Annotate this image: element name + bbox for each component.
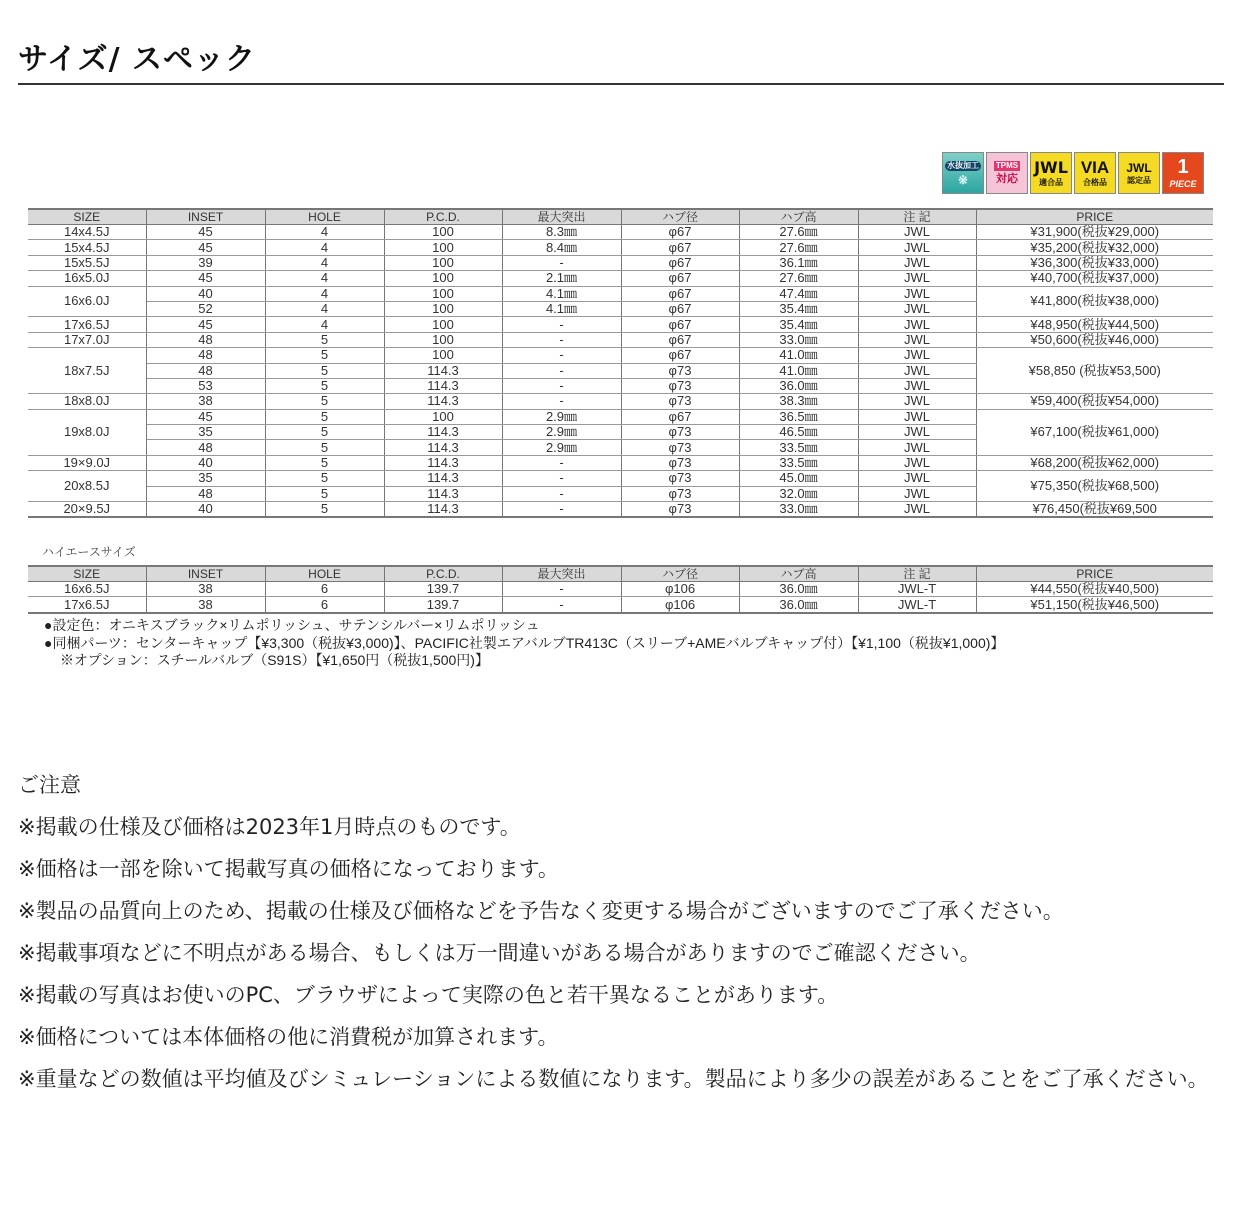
hole-cell: 5 <box>265 471 384 486</box>
price-cell: ¥41,800(税抜¥38,000) <box>976 286 1213 317</box>
hole-cell: 4 <box>265 225 384 240</box>
table-row <box>28 225 1213 240</box>
column-header: ハブ高 <box>739 209 858 225</box>
price-cell: ¥36,300(税抜¥33,000) <box>976 255 1213 270</box>
caution-section <box>18 764 1224 1100</box>
pcd-cell: 114.3 <box>384 378 502 393</box>
column-header: HOLE <box>265 209 384 225</box>
hub-height-cell: 33.5㎜ <box>739 455 858 470</box>
column-header: INSET <box>146 209 265 225</box>
hub-height-cell: 33.5㎜ <box>739 440 858 455</box>
price-cell: ¥68,200(税抜¥62,000) <box>976 455 1213 470</box>
hole-cell: 4 <box>265 317 384 332</box>
size-cell: 17x6.5J <box>28 597 146 613</box>
hub-height-cell: 32.0㎜ <box>739 486 858 501</box>
max-protrusion-cell: 2.9㎜ <box>502 409 621 424</box>
max-protrusion-cell: 2.9㎜ <box>502 425 621 440</box>
hub-height-cell: 46.5㎜ <box>739 425 858 440</box>
hole-cell: 6 <box>265 582 384 597</box>
pcd-cell: 100 <box>384 240 502 255</box>
hiace-size-label: ハイエースサイズ <box>42 545 136 559</box>
hub-height-cell: 36.0㎜ <box>739 378 858 393</box>
hub-diameter-cell: φ73 <box>621 363 739 378</box>
badge-text: 水抜加工 <box>947 160 979 170</box>
column-header: PRICE <box>976 209 1213 225</box>
badge-text: 対応 <box>996 173 1018 185</box>
inset-cell: 45 <box>146 409 265 424</box>
note-cell: JWL <box>858 271 976 286</box>
hub-diameter-cell: φ106 <box>621 597 739 613</box>
table-row <box>28 582 1213 597</box>
size-cell: 17x7.0J <box>28 332 146 347</box>
hole-cell: 5 <box>265 455 384 470</box>
price-cell: ¥59,400(税抜¥54,000) <box>976 394 1213 409</box>
size-cell: 14x4.5J <box>28 225 146 240</box>
max-protrusion-cell: - <box>502 486 621 501</box>
hole-cell: 5 <box>265 440 384 455</box>
price-cell: ¥75,350(税抜¥68,500) <box>976 471 1213 502</box>
hub-diameter-cell: φ67 <box>621 255 739 270</box>
hub-height-cell: 36.0㎜ <box>739 597 858 613</box>
note-cell: JWL <box>858 486 976 501</box>
pcd-cell: 100 <box>384 332 502 347</box>
hub-height-cell: 27.6㎜ <box>739 225 858 240</box>
badge-text: TPMS <box>995 161 1019 170</box>
inset-cell: 40 <box>146 286 265 301</box>
note-cell: JWL <box>858 317 976 332</box>
inset-cell: 48 <box>146 363 265 378</box>
note-cell: JWL <box>858 255 976 270</box>
table-row <box>28 317 1213 332</box>
max-protrusion-cell: - <box>502 363 621 378</box>
caution-line: ※掲載事項などに不明点がある場合、もしくは万一間違いがある場合がありますのでご確認ください。 <box>18 941 981 965</box>
hub-height-cell: 27.6㎜ <box>739 271 858 286</box>
parts-note: ●同梱パーツ：センターキャップ【¥3,300（税抜¥3,000)】、PACIFIC社製エアバルブTR413C（スリーブ+AMEバルブキャップ付）【¥1,100（税抜¥1,000)】 <box>44 634 1005 651</box>
max-protrusion-cell: - <box>502 471 621 486</box>
hub-height-cell: 35.4㎜ <box>739 301 858 316</box>
badge-text: 適合品 <box>1039 177 1063 187</box>
via-badge-icon <box>1074 152 1116 194</box>
hole-cell: 4 <box>265 286 384 301</box>
table-row <box>28 394 1213 409</box>
column-header: 注 記 <box>858 209 976 225</box>
note-cell: JWL <box>858 471 976 486</box>
note-cell: JWL <box>858 425 976 440</box>
note-cell: JWL <box>858 240 976 255</box>
inset-cell: 53 <box>146 378 265 393</box>
pcd-cell: 114.3 <box>384 455 502 470</box>
inset-cell: 38 <box>146 597 265 613</box>
max-protrusion-cell: - <box>502 348 621 363</box>
max-protrusion-cell: - <box>502 332 621 347</box>
hub-height-cell: 41.0㎜ <box>739 348 858 363</box>
inset-cell: 45 <box>146 240 265 255</box>
max-protrusion-cell: - <box>502 394 621 409</box>
note-cell: JWL-T <box>858 582 976 597</box>
hole-cell: 5 <box>265 363 384 378</box>
badge-text: JWL <box>1126 160 1152 175</box>
table-row <box>28 471 1213 486</box>
price-cell: ¥48,950(税抜¥44,500) <box>976 317 1213 332</box>
pcd-cell: 100 <box>384 348 502 363</box>
hub-height-cell: 36.5㎜ <box>739 409 858 424</box>
caution-line: ※価格については本体価格の他に消費税が加算されます。 <box>18 1025 559 1049</box>
hole-cell: 5 <box>265 394 384 409</box>
hole-cell: 4 <box>265 301 384 316</box>
price-cell: ¥44,550(税抜¥40,500) <box>976 582 1213 597</box>
inset-cell: 38 <box>146 582 265 597</box>
hub-diameter-cell: φ73 <box>621 425 739 440</box>
hole-cell: 5 <box>265 378 384 393</box>
column-header: 注 記 <box>858 566 976 582</box>
size-cell: 19x8.0J <box>28 409 146 455</box>
inset-cell: 48 <box>146 440 265 455</box>
jwl-badge-icon <box>1030 152 1072 194</box>
badge-text: ※ <box>957 172 969 187</box>
table-row <box>28 455 1213 470</box>
hub-diameter-cell: φ73 <box>621 455 739 470</box>
inset-cell: 45 <box>146 317 265 332</box>
note-cell: JWL <box>858 301 976 316</box>
note-cell: JWL <box>858 332 976 347</box>
jwl-certified-badge-icon <box>1118 152 1160 194</box>
size-cell: 17x6.5J <box>28 317 146 332</box>
price-cell: ¥51,150(税抜¥46,500) <box>976 597 1213 613</box>
color-note: ●設定色：オニキスブラック×リムポリッシュ、サテンシルバー×リムポリッシュ <box>44 617 540 633</box>
size-cell: 20x8.5J <box>28 471 146 502</box>
price-cell: ¥50,600(税抜¥46,000) <box>976 332 1213 347</box>
pcd-cell: 100 <box>384 301 502 316</box>
caution-title: ご注意 <box>18 773 81 797</box>
pcd-cell: 114.3 <box>384 394 502 409</box>
feature-badges <box>942 152 1204 194</box>
caution-line: ※価格は一部を除いて掲載写真の価格になっております。 <box>18 857 559 881</box>
pcd-cell: 100 <box>384 225 502 240</box>
max-protrusion-cell: 4.1㎜ <box>502 301 621 316</box>
hub-height-cell: 38.3㎜ <box>739 394 858 409</box>
pcd-cell: 100 <box>384 317 502 332</box>
page-title: サイズ/ スペック <box>18 42 257 77</box>
tpms-badge-icon <box>986 152 1028 194</box>
hub-height-cell: 27.6㎜ <box>739 240 858 255</box>
hole-cell: 4 <box>265 240 384 255</box>
hub-diameter-cell: φ73 <box>621 378 739 393</box>
note-cell: JWL <box>858 502 976 518</box>
price-cell: ¥67,100(税抜¥61,000) <box>976 409 1213 455</box>
column-header: HOLE <box>265 566 384 582</box>
note-cell: JWL <box>858 348 976 363</box>
hub-diameter-cell: φ73 <box>621 440 739 455</box>
hole-cell: 5 <box>265 486 384 501</box>
hub-height-cell: 45.0㎜ <box>739 471 858 486</box>
note-cell: JWL <box>858 394 976 409</box>
hub-diameter-cell: φ67 <box>621 332 739 347</box>
table-row <box>28 332 1213 347</box>
option-note: ※オプション：スチールバルブ（S91S）【¥1,650円（税抜1,500円)】 <box>60 652 489 668</box>
caution-line: ※掲載の仕様及び価格は2023年1月時点のものです。 <box>18 815 521 839</box>
hub-diameter-cell: φ67 <box>621 271 739 286</box>
table-header-row <box>28 566 1213 582</box>
column-header: P.C.D. <box>384 209 502 225</box>
size-cell: 18x8.0J <box>28 394 146 409</box>
spec-table <box>28 208 1213 518</box>
caution-line: ※掲載の写真はお使いのPC、ブラウザによって実際の色と若干異なることがあります。 <box>18 983 839 1007</box>
size-cell: 16x5.0J <box>28 271 146 286</box>
max-protrusion-cell: - <box>502 378 621 393</box>
note-cell: JWL <box>858 440 976 455</box>
column-header: P.C.D. <box>384 566 502 582</box>
size-cell: 15x4.5J <box>28 240 146 255</box>
table-row <box>28 286 1213 301</box>
caution-line: ※製品の品質向上のため、掲載の仕様及び価格などを予告なく変更する場合がございますのでご了承ください。 <box>18 899 1064 923</box>
caution-line: ※重量などの数値は平均値及びシミュレーションによる数値になります。製品により多少の誤差があることをご了承ください。 <box>18 1067 1209 1091</box>
hub-diameter-cell: φ73 <box>621 502 739 518</box>
pcd-cell: 114.3 <box>384 363 502 378</box>
hub-diameter-cell: φ73 <box>621 471 739 486</box>
hiace-spec-table <box>28 565 1213 614</box>
inset-cell: 45 <box>146 225 265 240</box>
pcd-cell: 100 <box>384 286 502 301</box>
inset-cell: 40 <box>146 502 265 518</box>
max-protrusion-cell: 2.1㎜ <box>502 271 621 286</box>
pcd-cell: 100 <box>384 409 502 424</box>
hole-cell: 5 <box>265 425 384 440</box>
spec-notes <box>44 617 1004 670</box>
hub-diameter-cell: φ73 <box>621 394 739 409</box>
column-header: SIZE <box>28 209 146 225</box>
max-protrusion-cell: 8.3㎜ <box>502 225 621 240</box>
note-cell: JWL <box>858 455 976 470</box>
inset-cell: 35 <box>146 425 265 440</box>
max-protrusion-cell: - <box>502 455 621 470</box>
title-divider <box>18 83 1224 85</box>
pcd-cell: 100 <box>384 271 502 286</box>
pcd-cell: 114.3 <box>384 486 502 501</box>
max-protrusion-cell: - <box>502 255 621 270</box>
column-header: ハブ径 <box>621 209 739 225</box>
price-cell: ¥76,450(税抜¥69,500 <box>976 502 1213 518</box>
badge-text: 合格品 <box>1083 178 1107 187</box>
badge-text: JWL <box>1034 157 1068 177</box>
pcd-cell: 100 <box>384 255 502 270</box>
hub-diameter-cell: φ67 <box>621 317 739 332</box>
hub-height-cell: 36.0㎜ <box>739 582 858 597</box>
badge-text: VIA <box>1080 158 1110 177</box>
size-cell: 19×9.0J <box>28 455 146 470</box>
one-piece-badge-icon <box>1162 152 1204 194</box>
table-row <box>28 597 1213 613</box>
size-cell: 16x6.0J <box>28 286 146 317</box>
badge-text: PIECE <box>1169 179 1197 189</box>
max-protrusion-cell: 2.9㎜ <box>502 440 621 455</box>
price-cell: ¥40,700(税抜¥37,000) <box>976 271 1213 286</box>
inset-cell: 48 <box>146 486 265 501</box>
inset-cell: 39 <box>146 255 265 270</box>
max-protrusion-cell: - <box>502 317 621 332</box>
max-protrusion-cell: - <box>502 597 621 613</box>
table-header-row <box>28 209 1213 225</box>
hole-cell: 5 <box>265 502 384 518</box>
price-cell: ¥35,200(税抜¥32,000) <box>976 240 1213 255</box>
inset-cell: 48 <box>146 348 265 363</box>
pcd-cell: 114.3 <box>384 440 502 455</box>
pcd-cell: 114.3 <box>384 502 502 518</box>
hub-height-cell: 35.4㎜ <box>739 317 858 332</box>
table-row <box>28 255 1213 270</box>
max-protrusion-cell: - <box>502 582 621 597</box>
inset-cell: 38 <box>146 394 265 409</box>
hole-cell: 6 <box>265 597 384 613</box>
hole-cell: 4 <box>265 271 384 286</box>
inset-cell: 52 <box>146 301 265 316</box>
hub-height-cell: 47.4㎜ <box>739 286 858 301</box>
hub-diameter-cell: φ67 <box>621 409 739 424</box>
hub-diameter-cell: φ67 <box>621 240 739 255</box>
column-header: 最大突出 <box>502 566 621 582</box>
hub-diameter-cell: φ67 <box>621 286 739 301</box>
inset-cell: 45 <box>146 271 265 286</box>
pcd-cell: 139.7 <box>384 597 502 613</box>
price-cell: ¥58,850 (税抜¥53,500) <box>976 348 1213 394</box>
hub-diameter-cell: φ73 <box>621 486 739 501</box>
size-cell: 20×9.5J <box>28 502 146 518</box>
pcd-cell: 139.7 <box>384 582 502 597</box>
badge-text: 1 <box>1177 156 1189 178</box>
water-drain-badge-icon <box>942 152 984 194</box>
column-header: SIZE <box>28 566 146 582</box>
hub-diameter-cell: φ67 <box>621 348 739 363</box>
column-header: INSET <box>146 566 265 582</box>
size-cell: 16x6.5J <box>28 582 146 597</box>
note-cell: JWL <box>858 225 976 240</box>
note-cell: JWL <box>858 378 976 393</box>
hub-diameter-cell: φ106 <box>621 582 739 597</box>
size-cell: 15x5.5J <box>28 255 146 270</box>
hole-cell: 5 <box>265 332 384 347</box>
inset-cell: 40 <box>146 455 265 470</box>
max-protrusion-cell: 8.4㎜ <box>502 240 621 255</box>
note-cell: JWL <box>858 409 976 424</box>
table-row <box>28 409 1213 424</box>
pcd-cell: 114.3 <box>384 425 502 440</box>
hub-height-cell: 33.0㎜ <box>739 332 858 347</box>
inset-cell: 48 <box>146 332 265 347</box>
hub-diameter-cell: φ67 <box>621 301 739 316</box>
max-protrusion-cell: 4.1㎜ <box>502 286 621 301</box>
size-cell: 18x7.5J <box>28 348 146 394</box>
note-cell: JWL <box>858 286 976 301</box>
hub-height-cell: 33.0㎜ <box>739 502 858 518</box>
note-cell: JWL-T <box>858 597 976 613</box>
hole-cell: 5 <box>265 409 384 424</box>
column-header: 最大突出 <box>502 209 621 225</box>
table-row <box>28 271 1213 286</box>
hole-cell: 5 <box>265 348 384 363</box>
inset-cell: 35 <box>146 471 265 486</box>
table-row <box>28 348 1213 363</box>
max-protrusion-cell: - <box>502 502 621 518</box>
table-row <box>28 240 1213 255</box>
column-header: ハブ径 <box>621 566 739 582</box>
table-row <box>28 502 1213 518</box>
note-cell: JWL <box>858 363 976 378</box>
badge-text: 認定品 <box>1127 175 1151 185</box>
pcd-cell: 114.3 <box>384 471 502 486</box>
hub-height-cell: 36.1㎜ <box>739 255 858 270</box>
column-header: ハブ高 <box>739 566 858 582</box>
hub-height-cell: 41.0㎜ <box>739 363 858 378</box>
price-cell: ¥31,900(税抜¥29,000) <box>976 225 1213 240</box>
column-header: PRICE <box>976 566 1213 582</box>
hole-cell: 4 <box>265 255 384 270</box>
hub-diameter-cell: φ67 <box>621 225 739 240</box>
